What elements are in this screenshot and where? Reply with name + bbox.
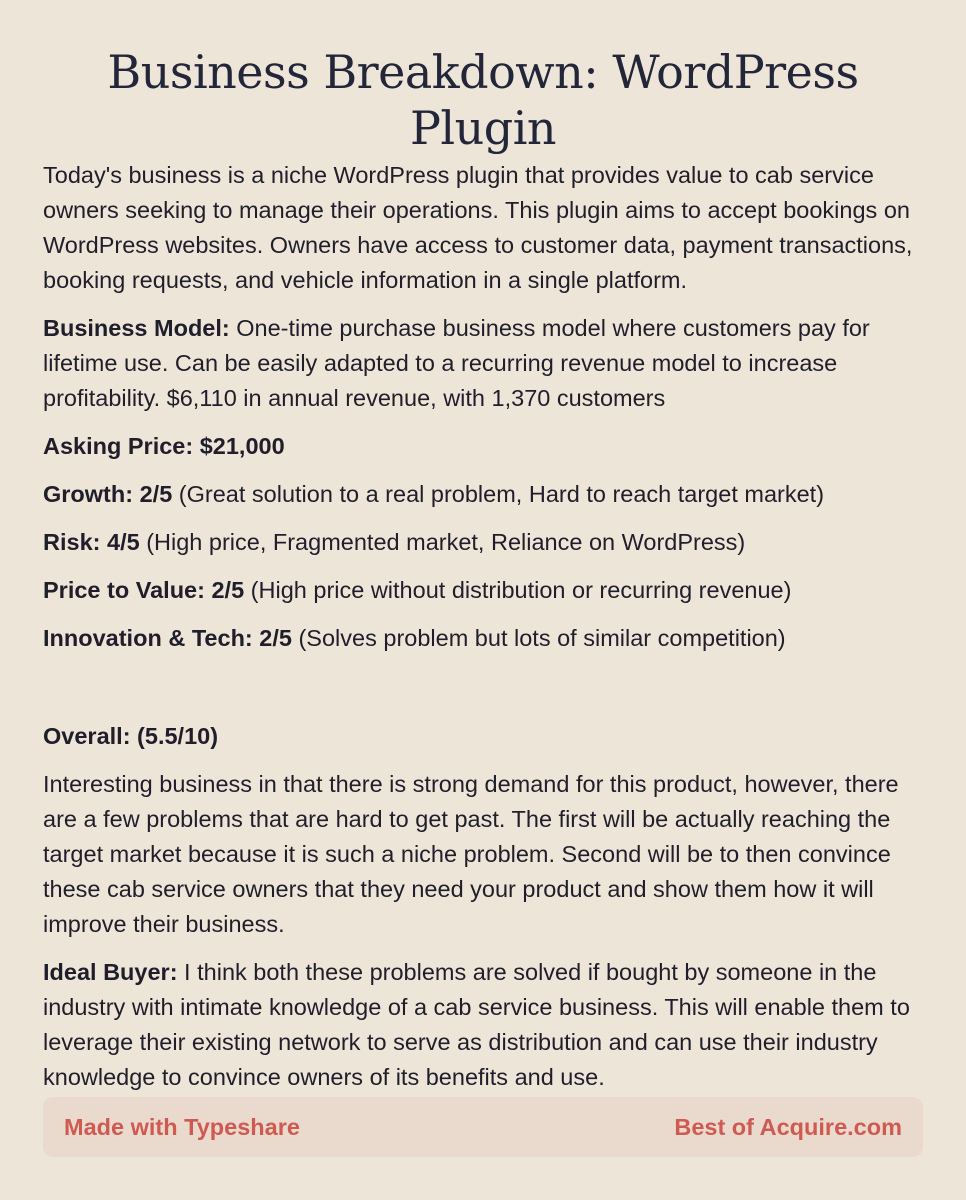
overall-label: Overall: (5.5/10) (43, 723, 219, 749)
risk-label: Risk: 4/5 (43, 529, 140, 555)
growth-paragraph (43, 477, 923, 512)
price-to-value-paragraph (43, 573, 923, 608)
business-model-label: Business Model: (43, 315, 230, 341)
asking-price-paragraph (43, 429, 923, 464)
growth-text: (Great solution to a real problem, Hard to reach target market) (172, 481, 825, 507)
price-to-value-text: (High price without distribution or recurring revenue) (244, 577, 792, 603)
ideal-buyer-label: Ideal Buyer: (43, 959, 178, 985)
innovation-paragraph (43, 621, 923, 656)
footer-bar (43, 1097, 923, 1157)
footer-source: Best of Acquire.com (674, 1113, 902, 1140)
page-title: Business Breakdown: WordPress Plugin (107, 45, 859, 155)
risk-text: (High price, Fragmented market, Reliance on WordPress) (139, 529, 746, 555)
ideal-buyer-text: I think both these problems are solved if bought by someone in the industry with intimate knowledge of a cab service business. This will enable them to leverage their existing network to serve as distribution and can use their industry knowledge to convince owners of its benefits and use. (43, 959, 910, 1090)
intro-paragraph: Today's business is a niche WordPress plugin that provides value to cab service owners seeking to manage their operations. This plugin aims to accept bookings on WordPress websites. Owners have access to customer data, payment transactions, booking requests, and vehicle information in a single platform. (43, 162, 913, 293)
innovation-label: Innovation & Tech: 2/5 (43, 625, 292, 651)
overall-paragraph (43, 719, 923, 754)
footer-made-with: Made with Typeshare (64, 1113, 300, 1140)
ideal-buyer-paragraph (43, 955, 923, 1095)
summary-paragraph: Interesting business in that there is strong demand for this product, however, there are a few problems that are hard to get past. The first will be actually reaching the target market because it is such a niche problem. Second will be to then convince these cab service owners that they need your product and show them how it will improve their business. (43, 771, 899, 937)
business-model-paragraph (43, 311, 923, 416)
risk-paragraph (43, 525, 923, 560)
asking-price-label: Asking Price: $21,000 (43, 433, 285, 459)
innovation-text: (Solves problem but lots of similar competition) (291, 625, 786, 651)
price-to-value-label: Price to Value: 2/5 (43, 577, 245, 603)
growth-label: Growth: 2/5 (43, 481, 173, 507)
business-model-text: One-time purchase business model where customers pay for lifetime use. Can be easily adapted to a recurring revenue model to increase profitability. $6,110 in annual revenue, with 1,370 customers (43, 315, 870, 411)
